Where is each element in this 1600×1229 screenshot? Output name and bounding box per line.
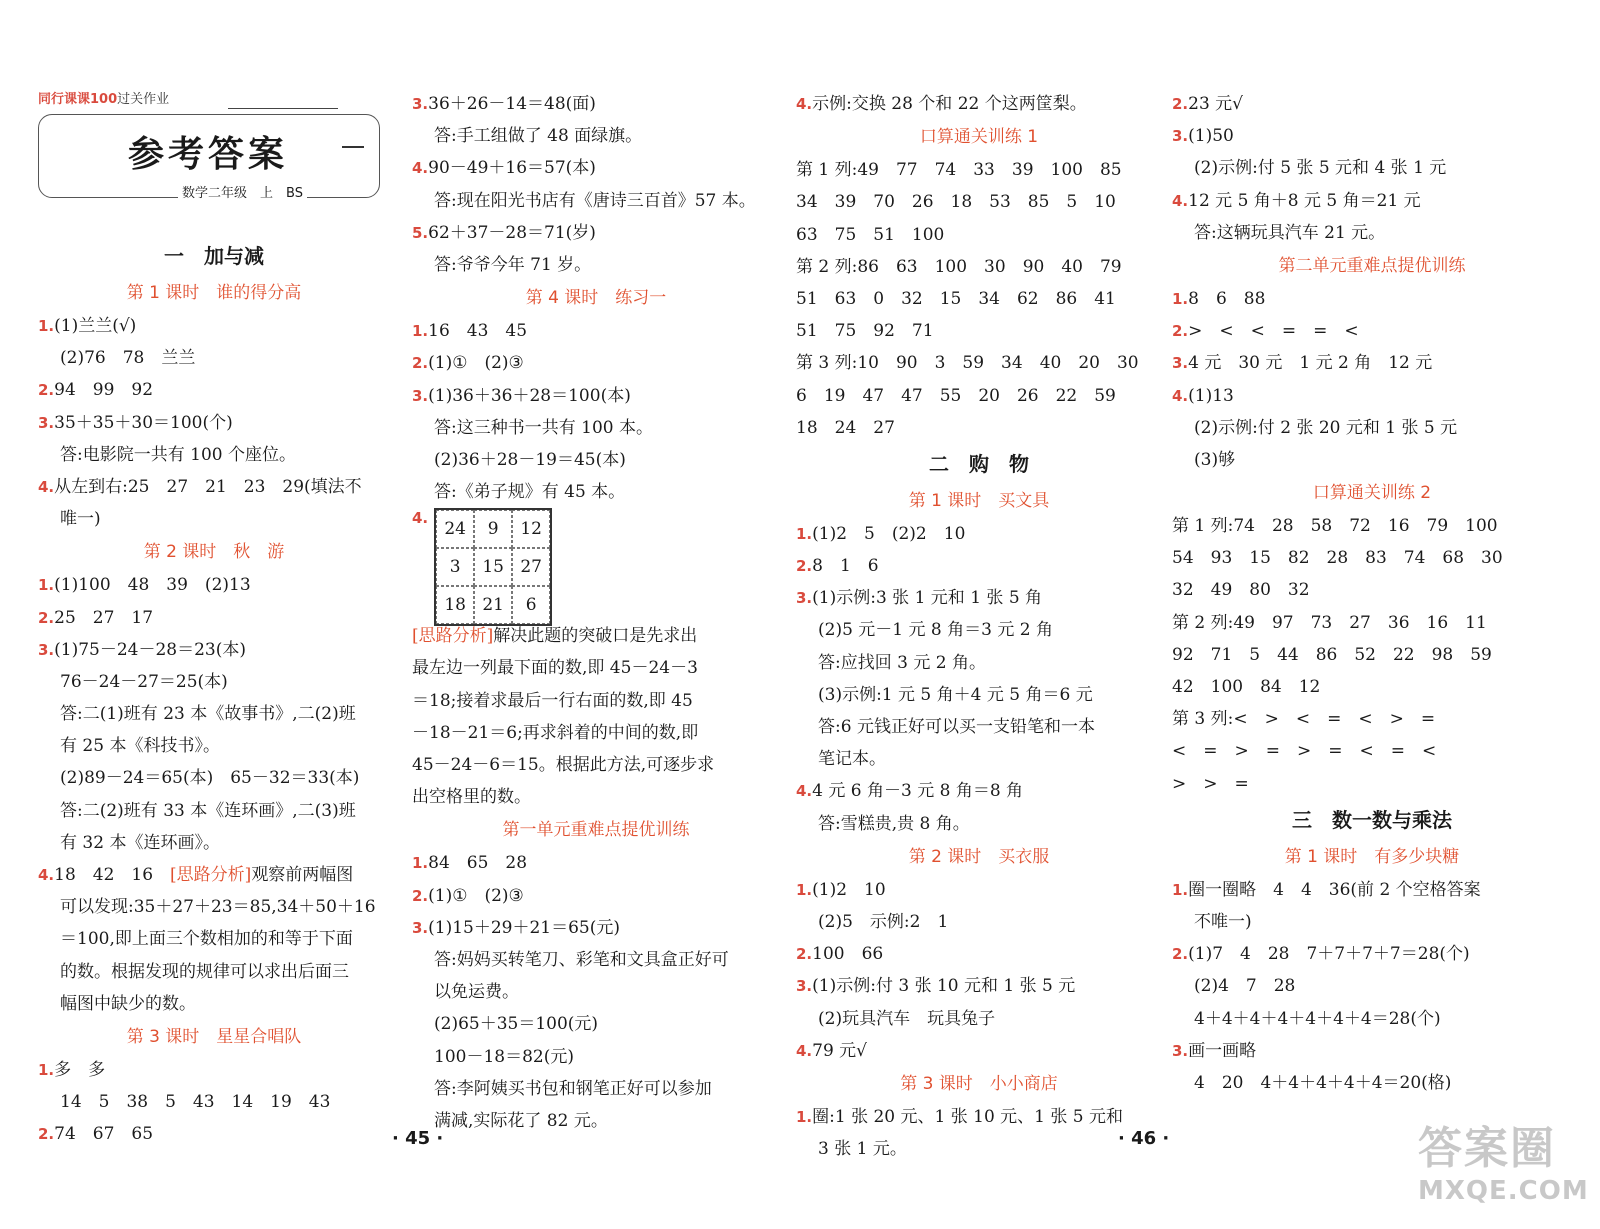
question-number: 2. [412,354,429,373]
question-number: 2. [1172,322,1189,341]
section-heading: 三 数一数与乘法 [1292,807,1452,832]
answer-text: (1)① (2)③ [428,353,524,374]
question-number: 1. [38,1060,55,1079]
question-number: 4. [796,95,813,113]
question-item [1172,347,1572,379]
section-heading: 一 加与减 [164,244,264,268]
question-item [1172,185,1572,217]
answer-line: 答:爷爷今年 71 岁。 [434,254,592,275]
question-number: 3. [38,413,55,432]
answer-text: 18 42 16 [54,865,171,885]
answer-line: 以免运费。 [434,982,519,1003]
answer-line: (2)76 78 兰兰 [60,348,196,369]
answer-line: －18－21＝6;再求斜着的中间的数,即 [412,722,699,743]
question-number: 4. [412,159,429,178]
answer-line: 6 19 47 47 55 20 26 22 59 [796,385,1116,406]
answer-text: 16 43 45 [428,321,528,342]
question-item [412,880,780,912]
answer-line: (2)示例:付 2 张 20 元和 1 张 5 元 [1194,417,1458,438]
hint-line [412,620,780,652]
grid-cell: 9 [474,510,512,548]
question-number: 4. [796,782,813,801]
answer-text: (1)50 [1188,126,1234,147]
answer-line: 有 32 本《连环画》。 [60,832,220,853]
brand-name: 同行课课100 [38,92,118,107]
question-number: 4. [796,1041,813,1060]
answer-line: 42 100 84 12 [1172,677,1321,697]
answer-text: 62＋37－28＝71(岁) [428,222,596,243]
answer-text: (1)15＋29＋21＝65(元) [428,917,621,938]
answer-line: > > = [1172,773,1249,794]
answer-line: 可以发现:35＋27＋23＝85,34＋50＋16 [60,897,376,918]
answer-line: 答:应找回 3 元 2 角。 [818,652,986,673]
question-number: 2. [796,557,813,576]
question-number: 1. [796,1107,813,1126]
question-item [38,634,390,666]
hint-label: [思路分析] [170,865,252,885]
answer-line: 63 75 51 100 [796,224,945,245]
answer-line: 45－24－6＝15。根据此方法,可逐步求 [412,755,715,775]
answer-line: 51 63 0 32 15 34 62 86 41 [796,288,1116,309]
question-item [796,1101,1162,1133]
question-number: 3. [1172,127,1189,146]
question-number: 3. [412,95,429,113]
grid-cell: 18 [436,586,474,624]
lesson-heading: 第一单元重难点提优训练 [502,820,690,841]
lesson-heading: 第 1 课时 买文具 [908,490,1050,511]
question-item [38,407,390,439]
answer-line: 第 1 列:74 28 58 72 16 79 100 [1172,516,1498,537]
question-item [412,88,780,120]
number-grid [434,508,552,626]
answer-line: (2)89－24＝65(本) 65－32＝33(本) [60,768,360,789]
question-item [412,347,780,379]
answer-line: ＝100,即上面三个数相加的和等于下面 [60,929,353,950]
question-number: 3. [412,386,429,405]
answer-line: 答:电影院一共有 100 个座位。 [60,444,296,465]
answer-text: 4 元 6 角－3 元 8 角＝8 角 [812,781,1024,802]
watermark-url: MXQE.COM [1418,1176,1589,1206]
answer-line: 答:《弟子规》有 45 本。 [434,482,626,503]
section-heading: 二 购 物 [929,451,1029,476]
answer-line: 答:雪糕贵,贵 8 角。 [818,813,970,834]
divider [228,108,338,109]
answer-line: 第 2 列:86 63 100 30 90 40 79 [796,256,1122,277]
answer-text: (1)示例:3 张 1 元和 1 张 5 角 [812,588,1043,609]
question-item [38,1118,390,1150]
answer-text: (1)示例:付 3 张 10 元和 1 张 5 元 [812,976,1076,997]
answer-line: 答:手工组做了 48 面绿旗。 [434,126,643,147]
answer-text: (1)2 5 (2)2 10 [812,523,966,544]
question-item [796,88,1162,120]
grid-cell: 21 [474,586,512,624]
question-item [1172,380,1572,412]
question-item [1172,874,1572,906]
answer-line: 答:这三种书一共有 100 本。 [434,417,653,438]
page-number-left: · 45 · [392,1128,444,1149]
lesson-heading: 第 2 课时 买衣服 [908,846,1050,867]
answer-text: 从左到右:25 27 21 23 29(填法不 [54,476,362,497]
answer-text: 12 元 5 角＋8 元 5 角＝21 元 [1188,190,1421,211]
answer-line: 18 24 27 [796,417,895,438]
hint-label: [思路分析] [412,626,494,647]
column-4 [1172,88,1572,1099]
lesson-heading: 第 3 课时 星星合唱队 [126,1026,302,1047]
question-number: 1. [1172,289,1189,308]
answer-text: (1)13 [1188,385,1234,406]
answer-text: (1)7 4 28 7＋7＋7＋7＝28(个) [1188,944,1470,965]
answer-line: (2)示例:付 5 张 5 元和 4 张 1 元 [1194,158,1447,179]
lesson-heading: 第 2 课时 秋 游 [143,542,285,563]
column-3 [796,88,1162,1165]
question-number: 1. [38,576,55,595]
answer-text: 8 1 6 [812,556,879,577]
answer-text: 4 元 30 元 1 元 2 角 12 元 [1188,353,1433,374]
question-number: 3. [796,589,813,608]
question-number: 2. [38,608,55,627]
answer-line: 92 71 5 44 86 52 22 98 59 [1172,644,1492,665]
question-item [38,310,390,342]
answer-text: 23 元√ [1188,94,1244,114]
question-item [796,518,1162,550]
answer-text: (1)兰兰(√) [54,316,137,336]
question-number: 1. [796,524,813,543]
answer-line: 最左边一列最下面的数,即 45－24－3 [412,658,698,679]
answer-text: 94 99 92 [54,380,154,401]
answer-text: 100 66 [812,944,884,965]
question-item [412,912,780,944]
answer-line: 4 20 4＋4＋4＋4＋4＝20(格) [1194,1072,1452,1093]
answer-line: 第 2 列:49 97 73 27 36 16 11 [1172,612,1487,633]
answer-text: 画一画略 [1188,1040,1257,1061]
question-item [1172,1035,1572,1067]
answer-text: (1)75－24－28＝23(本) [54,639,247,660]
answer-line: 第 3 列:10 90 3 59 34 40 20 30 [796,353,1139,374]
answer-line: ＝18;接着求最后一行右面的数,即 45 [412,690,693,711]
lesson-heading: 第 4 课时 练习一 [525,288,667,309]
answer-line: 答:二(1)班有 23 本《故事书》,二(2)班 [60,704,356,725]
column-1 [38,88,390,1151]
question-item [1172,120,1572,152]
answer-line: 76－24－27＝25(本) [60,671,228,692]
question-item [412,380,780,412]
question-item [1172,938,1572,970]
question-number: 5. [412,223,429,242]
answer-text: 36＋26－14＝48(面) [428,94,596,114]
question-item [38,1054,390,1086]
page-title: 参考答案 [128,133,289,175]
lesson-heading: 第 3 课时 小小商店 [900,1073,1058,1094]
question-number: 2. [412,886,429,905]
question-item [796,775,1162,807]
question-item [796,550,1162,582]
divider [342,146,364,148]
answer-line: 答:李阿姨买书包和钢笔正好可以参加 [434,1078,712,1099]
answer-line: 满减,实际花了 82 元。 [434,1110,608,1131]
answer-text: (1)2 10 [812,879,886,900]
question-item [38,859,390,891]
question-number: 2. [1172,95,1189,113]
answer-line: 51 75 92 71 [796,321,934,342]
lesson-heading: 第 1 课时 谁的得分高 [126,283,302,303]
question-item [412,508,780,620]
answer-text: 25 27 17 [54,607,154,628]
answer-line: 4＋4＋4＋4＋4＋4＋4＝28(个) [1194,1008,1441,1029]
question-number: 4. [38,866,55,884]
page-number-right: · 46 · [1118,1128,1170,1149]
question-item [412,217,780,249]
answer-text: 观察前两幅图 [251,865,354,885]
answer-line: 出空格里的数。 [412,787,531,808]
question-item [38,374,390,406]
answer-line: 3 张 1 元。 [818,1139,907,1160]
watermark-text: 答案圈 [1418,1123,1556,1174]
answer-text: (1)① (2)③ [428,885,524,906]
answer-line: (2)5 示例:2 1 [818,911,949,932]
answer-text: (1)100 48 39 (2)13 [54,575,251,596]
answer-line: 幅图中缺少的数。 [60,993,196,1014]
answer-line: 唯一) [60,509,101,530]
brand-subtitle: 过关作业 [117,92,170,107]
answer-line: 54 93 15 82 28 83 74 68 30 [1172,548,1503,569]
answer-line: 答:6 元钱正好可以买一支铅笔和一本 [818,717,1095,737]
question-number: 4. [412,509,429,528]
lesson-heading: 第二单元重难点提优训练 [1278,255,1466,276]
question-item [412,152,780,184]
answer-line: 14 5 38 5 43 14 19 43 [60,1092,331,1113]
lesson-heading: 第 1 课时 有多少块糖 [1284,846,1460,867]
answer-text: 圈一圈略 4 4 36(前 2 个空格答案 [1188,879,1481,900]
grid-cell: 27 [512,548,550,586]
answer-line: 有 25 本《科技书》。 [60,736,220,757]
question-number: 3. [38,640,55,659]
answer-text: 多 多 [54,1059,106,1080]
grid-cell: 3 [436,548,474,586]
answer-text: 84 65 28 [428,853,528,874]
question-item [412,847,780,879]
question-item [412,315,780,347]
answer-line: (2)65＋35＝100(元) [434,1014,599,1035]
brand-line [38,88,390,107]
question-item [1172,283,1572,315]
answer-line: 答:这辆玩具汽车 21 元。 [1194,222,1386,243]
answer-line: 100－18＝82(元) [434,1046,574,1067]
answer-line: 答:现在阳光书店有《唐诗三百首》57 本。 [434,190,756,211]
answer-line: < = > = > = < = < [1172,741,1437,762]
answer-text: 圈:1 张 20 元、1 张 10 元、1 张 5 元和 [812,1106,1124,1127]
lesson-heading: 口算通关训练 1 [919,127,1039,148]
question-item [796,938,1162,970]
answer-line: (3)够 [1194,449,1236,470]
grade-label: 数学二年级 上 BS [178,182,307,201]
answer-text: 8 6 88 [1188,288,1266,309]
question-number: 4. [1172,191,1189,210]
grid-cell: 12 [512,510,550,548]
answer-line: (2)玩具汽车 玩具兔子 [818,1008,996,1029]
question-number: 3. [796,977,813,996]
answer-line: 第 3 列:< > < = < > = [1172,709,1436,730]
question-item [38,569,390,601]
answer-line: 答:二(2)班有 33 本《连环画》,二(3)班 [60,800,356,821]
question-number: 1. [796,880,813,899]
question-number: 1. [38,317,55,335]
answer-header [38,88,390,236]
answer-line: 不唯一) [1194,911,1252,932]
answer-text: 74 67 65 [54,1124,154,1145]
grid-cell: 24 [436,510,474,548]
question-number: 2. [796,945,813,964]
question-item [1172,88,1572,120]
question-item [796,582,1162,614]
question-item [796,1035,1162,1067]
answer-line: (3)示例:1 元 5 角＋4 元 5 角＝6 元 [818,684,1093,705]
question-number: 3. [1172,1041,1189,1060]
question-item [38,471,390,503]
question-item [796,874,1162,906]
answer-text: 解决此题的突破口是先求出 [493,626,698,647]
answer-line: (2)36＋28－19＝45(本) [434,449,626,470]
question-number: 2. [1172,945,1189,964]
question-number: 4. [38,477,55,496]
answer-line: 第 1 列:49 77 74 33 39 100 85 [796,160,1122,181]
question-number: 4. [1172,386,1189,405]
answer-line: 笔记本。 [818,749,886,770]
answer-line: 32 49 80 32 [1172,580,1310,601]
question-number: 3. [1172,354,1189,373]
question-item [38,602,390,634]
answer-text: 35＋35＋30＝100(个) [54,412,233,433]
watermark-logo [1418,1112,1588,1220]
question-number: 2. [38,381,55,400]
answer-line: 答:妈妈买转笔刀、彩笔和文具盒正好可 [434,949,729,970]
question-number: 1. [412,322,429,341]
lesson-heading: 口算通关训练 2 [1312,483,1432,504]
question-number: 2. [38,1125,55,1144]
answer-text: 79 元√ [812,1040,868,1061]
column-2 [412,88,780,1137]
question-number: 1. [412,854,429,873]
answer-line: 34 39 70 26 18 53 85 5 10 [796,192,1116,213]
grid-cell: 15 [474,548,512,586]
answer-line: (2)4 7 28 [1194,976,1296,997]
question-item [796,970,1162,1002]
grid-cell: 6 [512,586,550,624]
question-item [1172,315,1572,347]
answer-text: 示例:交换 28 个和 22 个这两筐梨。 [812,94,1087,114]
question-number: 1. [1172,880,1189,899]
answer-text: > < < = = < [1188,321,1359,342]
answer-text: 90－49＋16＝57(本) [428,158,596,179]
question-number: 3. [412,918,429,937]
answer-line: 的数。根据发现的规律可以求出后面三 [60,961,349,982]
answer-text: (1)36＋36＋28＝100(本) [428,385,631,406]
answer-line: (2)5 元－1 元 8 角＝3 元 2 角 [818,620,1053,641]
